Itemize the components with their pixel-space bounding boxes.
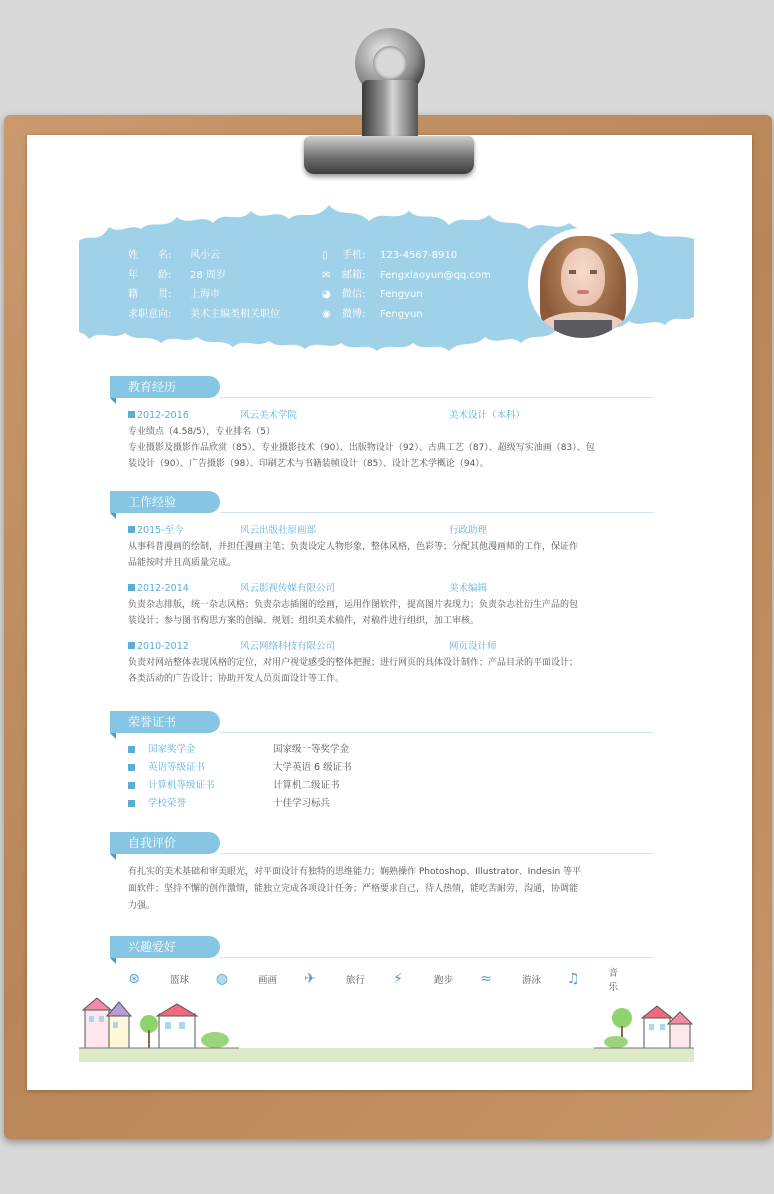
honor-name: 英语等级证书 bbox=[148, 762, 206, 773]
contact-row-weibo bbox=[322, 305, 491, 325]
hobby-label: 音乐 bbox=[608, 968, 619, 993]
work-section bbox=[110, 491, 653, 697]
entry-org: 风云影视传媒有限公司 bbox=[240, 583, 336, 594]
entry-date bbox=[128, 408, 240, 424]
bullet-square bbox=[128, 584, 135, 591]
honor-item bbox=[128, 777, 653, 795]
honor-value: 国家级一等奖学金 bbox=[273, 744, 350, 755]
avatar bbox=[528, 228, 638, 338]
mail-icon: ✉ bbox=[322, 269, 331, 281]
honor-value: 计算机二级证书 bbox=[273, 780, 340, 791]
entry-header bbox=[128, 639, 653, 655]
contact-value: Fengyun bbox=[380, 289, 423, 300]
honor-item bbox=[128, 795, 653, 813]
work-entry bbox=[128, 581, 653, 629]
section-body bbox=[110, 854, 653, 915]
right-town-illustration bbox=[594, 998, 694, 1050]
decorative-ground bbox=[79, 1048, 694, 1062]
section-divider bbox=[220, 853, 653, 854]
profile-key: 籍 贯: bbox=[128, 289, 172, 300]
hobby-label: 跑步 bbox=[434, 975, 454, 986]
hobby-label: 旅行 bbox=[346, 975, 366, 986]
avatar-lips bbox=[577, 290, 589, 294]
entry-date-text: 2012-2014 bbox=[137, 583, 189, 594]
self-eval-line: 力强。 bbox=[128, 901, 156, 911]
section-header bbox=[110, 491, 653, 513]
profile-value: 风小云 bbox=[190, 250, 220, 261]
profile-key: 年 龄: bbox=[128, 269, 172, 281]
airplane-icon: ✈ bbox=[304, 971, 316, 987]
contact-key: 微信: bbox=[342, 289, 366, 300]
hobby-label: 篮球 bbox=[170, 975, 190, 986]
profile-key: 求职意向: bbox=[128, 308, 172, 320]
section-divider bbox=[220, 957, 653, 958]
honor-value: 十佳学习标兵 bbox=[273, 798, 331, 809]
honor-name: 国家奖学金 bbox=[148, 744, 196, 755]
section-divider bbox=[220, 397, 653, 398]
profile-key: 姓 名: bbox=[128, 250, 172, 261]
hobby-item bbox=[390, 971, 478, 987]
profile-row-age bbox=[128, 266, 280, 286]
honor-item bbox=[128, 759, 653, 777]
hobby-item bbox=[126, 971, 214, 987]
profile-row-name bbox=[128, 246, 280, 266]
avatar-face bbox=[561, 248, 605, 306]
entry-date-text: 2015-至今 bbox=[137, 525, 184, 536]
section-divider bbox=[220, 732, 653, 733]
self-eval-line: 有扎实的美术基础和审美眼光，对平面设计有独特的思维能力；娴熟操作 Photoshop、Illustrator、Indesin 等平 bbox=[128, 867, 582, 877]
entry-line: 品能按时并且高质量完成。 bbox=[128, 558, 237, 568]
bullet-square bbox=[128, 800, 135, 807]
swimming-icon: ≈ bbox=[480, 971, 492, 987]
entry-header bbox=[128, 523, 653, 539]
entry-date bbox=[128, 639, 240, 655]
profile-row-objective bbox=[128, 305, 280, 325]
contact-row-email bbox=[322, 266, 491, 286]
hobby-item bbox=[302, 971, 390, 987]
bullet-square bbox=[128, 764, 135, 771]
bullet-square bbox=[128, 526, 135, 533]
profile-basic-info bbox=[128, 246, 280, 324]
section-header bbox=[110, 376, 653, 398]
section-title: 教育经历 bbox=[110, 376, 220, 398]
contact-key: 微博: bbox=[342, 308, 366, 320]
entry-line: 各类活动的广告设计；协助开发人员页面设计等工作。 bbox=[128, 674, 345, 684]
section-title: 工作经验 bbox=[110, 491, 220, 513]
entry-line: 专业绩点（4.58/5），专业排名（5） bbox=[128, 427, 276, 437]
honor-item bbox=[128, 741, 653, 759]
avatar-collar bbox=[554, 320, 612, 338]
contact-key: 邮箱: bbox=[342, 269, 366, 281]
headphones-icon: ♫ bbox=[567, 971, 580, 987]
section-body bbox=[110, 513, 653, 687]
work-entry bbox=[128, 523, 653, 571]
education-section bbox=[110, 376, 653, 482]
entry-line: 专业摄影及摄影作品欣赏（85）、专业摄影技术（90）、出版物设计（92）、古典工艺（87）、超级写实油画（83）、包 bbox=[128, 443, 595, 453]
honors-section bbox=[110, 711, 653, 813]
section-header bbox=[110, 832, 653, 854]
entry-role: 行政助理 bbox=[449, 525, 488, 536]
self-eval-section bbox=[110, 832, 653, 915]
hobbies-section bbox=[110, 936, 653, 958]
education-entry bbox=[128, 408, 653, 472]
profile-contacts bbox=[322, 246, 491, 324]
wechat-icon: ◕ bbox=[322, 289, 331, 300]
hobby-label: 画画 bbox=[258, 975, 278, 986]
entry-date bbox=[128, 581, 240, 597]
self-eval-line: 面软件；坚持不懈的创作激情，能独立完成各项设计任务；严格要求自己，待人热情，能吃苦耐劳，沟通，协调能 bbox=[128, 884, 579, 894]
profile-value: 28 周岁 bbox=[190, 269, 226, 281]
entry-line: 负责杂志排版，统一杂志风格；负责杂志插图的绘画，运用作图软件，提高图片表现力；负责杂志社衍生产品的包 bbox=[128, 600, 579, 610]
entry-org: 风云出版社原画部 bbox=[240, 525, 317, 536]
profile-row-hometown bbox=[128, 285, 280, 305]
honor-name: 计算机等级证书 bbox=[148, 780, 215, 791]
basketball-icon: ⊛ bbox=[128, 971, 140, 987]
contact-value: Fengxiaoyun@qq.com bbox=[380, 269, 491, 281]
entry-line: 装设计（90）、广告摄影（98）、印刷艺术与书籍装帧设计（85）、设计艺术学概论（94）。 bbox=[128, 459, 489, 469]
profile-value: 上海市 bbox=[190, 289, 220, 300]
hobby-item bbox=[478, 971, 566, 987]
contact-value: Fengyun bbox=[380, 308, 423, 320]
honor-value: 大学英语 6 级证书 bbox=[273, 762, 352, 773]
section-divider bbox=[220, 512, 653, 513]
section-header bbox=[110, 711, 653, 733]
bullet-square bbox=[128, 642, 135, 649]
entry-date bbox=[128, 523, 240, 539]
entry-role: 网页设计师 bbox=[449, 641, 497, 652]
entry-role: 美术设计（本科） bbox=[449, 410, 526, 421]
profile-value: 美术主编类相关职位 bbox=[190, 308, 280, 320]
entry-date-text: 2010-2012 bbox=[137, 641, 189, 652]
entry-line: 从事科普漫画的绘制，并担任漫画主笔；负责设定人物形象，整体风格，色彩等；分配其他漫画师的工作，保证作 bbox=[128, 542, 579, 552]
palette-icon: ◍ bbox=[215, 971, 229, 987]
avatar-eyes bbox=[569, 270, 597, 274]
left-town-illustration bbox=[79, 994, 239, 1050]
binder-clip-plate bbox=[304, 136, 474, 174]
section-header bbox=[110, 936, 653, 958]
contact-key: 手机: bbox=[342, 250, 366, 261]
contact-row-phone bbox=[322, 246, 491, 266]
section-body bbox=[110, 398, 653, 472]
weibo-icon: ◉ bbox=[322, 308, 331, 320]
entry-header bbox=[128, 581, 653, 597]
entry-line: 负责对网站整体表现风格的定位，对用户视觉感受的整体把握；进行网页的具体设计制作；产品目录的平面设计； bbox=[128, 658, 579, 668]
entry-role: 美术编辑 bbox=[449, 583, 488, 594]
hobbies-list bbox=[126, 968, 656, 993]
phone-icon: ▯ bbox=[322, 250, 328, 261]
hobby-item bbox=[214, 971, 302, 987]
section-title: 荣誉证书 bbox=[110, 711, 220, 733]
entry-line: 装设计；参与图书构思方案的创编、规划；组织美术稿件，对稿件进行组织，加工审核。 bbox=[128, 616, 480, 626]
hobby-item bbox=[566, 965, 626, 993]
binder-clip bbox=[300, 28, 478, 178]
section-title: 自我评价 bbox=[110, 832, 220, 854]
contact-row-wechat bbox=[322, 285, 491, 305]
contact-value: 123-4567-8910 bbox=[380, 250, 458, 261]
runner-icon: ⚡ bbox=[393, 971, 403, 987]
honor-name: 学校荣誉 bbox=[148, 798, 187, 809]
work-entry bbox=[128, 639, 653, 687]
hobby-label: 游泳 bbox=[522, 975, 542, 986]
entry-org: 风云网络科技有限公司 bbox=[240, 641, 336, 652]
entry-org: 风云美术学院 bbox=[240, 410, 298, 421]
entry-header bbox=[128, 408, 653, 424]
bullet-square bbox=[128, 782, 135, 789]
section-body bbox=[110, 733, 653, 813]
bullet-square bbox=[128, 746, 135, 753]
entry-date-text: 2012-2016 bbox=[137, 410, 189, 421]
bullet-square bbox=[128, 411, 135, 418]
section-title: 兴趣爱好 bbox=[110, 936, 220, 958]
